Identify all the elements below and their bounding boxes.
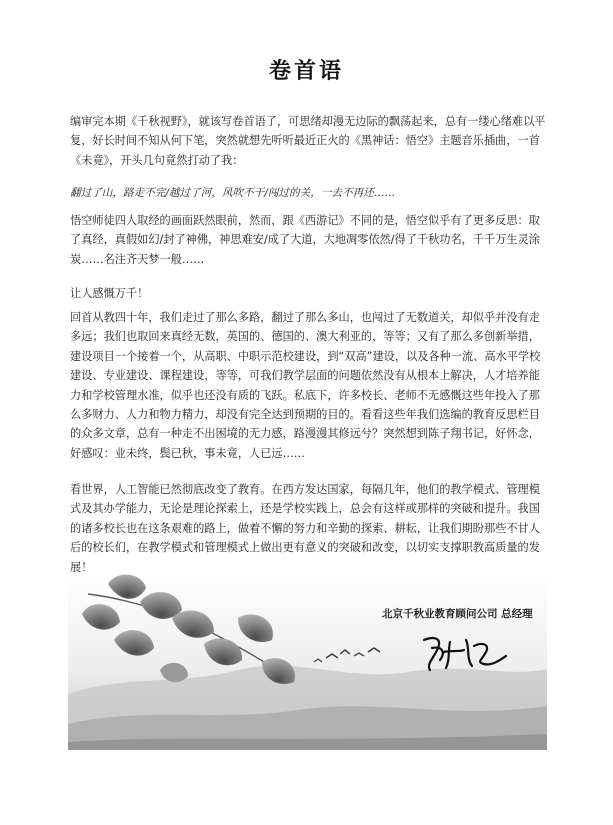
page-title: 卷首语: [268, 58, 344, 84]
handwritten-signature: [420, 630, 510, 674]
world-paragraph: 看世界，人工智能已然彻底改变了教育。在西方发达国家，每隔几年，他们的教学模式、管理模式及其办学能力，无论是理论探索上，还是学校实践上，总会有这样或那样的突破和提升。我国的诸多校长也在这条艰难的路上，做着不懈的努力和辛勤的探索、耕耘，让我们期盼那些不甘人后的校长们，在教学模式和管理模式上做出更有意义的突破和改变，以切实支撑职教高质量的发展！: [70, 483, 540, 574]
reflection-paragraph: 回首从教四十年，我们走过了那么多路，翻过了那么多山，也闯过了无数道关，却似乎并没有走多远；我们也取回来真经无数，英国的、德国的、澳大利亚的，等等；又有了那么多创新举措，建设项目一个接着一个，从高职、中职示范校建设，到“双高”建设，以及各种一流、高水平学校建设、专业建设、课程建设，等等，可我们教学层面的问题依然没有从根本上解决，人才培养能力和学校管理水准，似乎也还没有质的飞跃。私底下，许多校长、老师不无感慨这些年投入了那么多财力、人力和物力精力，却没有完全达到预期的目的。看看这些年我们选编的教育反思栏目的众多文章，总有一种走不出困境的无力感，路漫漫其修远兮？突然想到陈子翔书记，好怀念，好感叹：业未终，鬓已秋，事未竟，人已远……: [70, 311, 541, 460]
emotion-line: 让人感慨万千！: [70, 287, 149, 300]
intro-paragraph: 编审完本期《千秋视野》，就该写卷首语了，可思绪却漫无边际的飘荡起来，总有一缕心绪难以平复，好长时间不知从何下笔，突然就想先听听最近正火的《黑神话：悟空》主题音乐插曲，一首《未竟》，开头几句竟然打动了我：: [70, 115, 546, 167]
wukong-paragraph: 悟空师徒四人取经的画面跃然眼前，然而，跟《西游记》不同的是，悟空似乎有了更多反思：取了真经，真假如幻/封了神佛，神思难安/成了大道，大地凋零依然/得了千秋功名，千千万生灵涂炭……名注齐天梦一般……: [70, 214, 540, 266]
song-lyric-quote: 翻过了山，路走不完/越过了河，风吹不干/闯过的关，一去不再还……: [70, 187, 395, 199]
company-title: 北京千秋业教育顾问公司 总经理: [382, 608, 533, 620]
